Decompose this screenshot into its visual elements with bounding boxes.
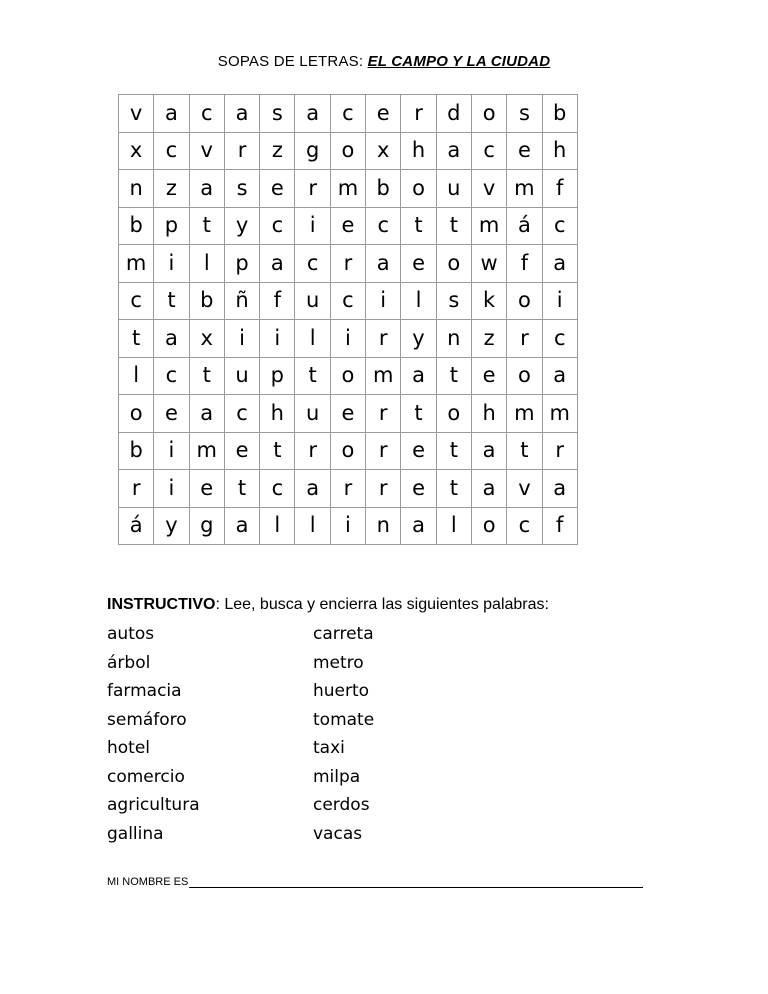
- grid-cell[interactable]: a: [154, 95, 189, 133]
- grid-cell[interactable]: l: [189, 245, 224, 283]
- grid-cell[interactable]: y: [154, 507, 189, 545]
- grid-row: [119, 245, 578, 283]
- grid-cell[interactable]: p: [224, 245, 259, 283]
- grid-cell[interactable]: a: [401, 357, 436, 395]
- grid-cell[interactable]: t: [260, 432, 295, 470]
- word-item: huerto: [313, 681, 370, 701]
- grid-cell[interactable]: i: [330, 507, 365, 545]
- word-list-column-2: [313, 620, 374, 848]
- grid-cell[interactable]: a: [436, 132, 471, 170]
- grid-cell[interactable]: i: [154, 245, 189, 283]
- grid-cell[interactable]: á: [119, 507, 154, 545]
- grid-cell[interactable]: o: [330, 132, 365, 170]
- grid-cell[interactable]: a: [224, 507, 259, 545]
- grid-cell[interactable]: a: [542, 470, 577, 508]
- grid-cell[interactable]: t: [154, 282, 189, 320]
- grid-cell[interactable]: c: [295, 245, 330, 283]
- word-item: árbol: [107, 652, 151, 673]
- grid-cell[interactable]: c: [260, 207, 295, 245]
- grid-cell[interactable]: n: [366, 507, 401, 545]
- word-item: tomate: [313, 709, 375, 730]
- grid-cell[interactable]: o: [330, 357, 365, 395]
- instructions-lead: INSTRUCTIVO: [107, 596, 216, 613]
- grid-cell[interactable]: t: [401, 395, 436, 433]
- word-item: comercio: [107, 766, 185, 787]
- grid-cell[interactable]: z: [154, 170, 189, 208]
- word-search-grid: [118, 94, 578, 545]
- grid-cell[interactable]: r: [224, 132, 259, 170]
- grid-cell[interactable]: n: [119, 170, 154, 208]
- grid-cell[interactable]: x: [366, 132, 401, 170]
- grid-cell[interactable]: e: [154, 395, 189, 433]
- grid-cell[interactable]: a: [189, 170, 224, 208]
- grid-cell[interactable]: s: [507, 95, 542, 133]
- grid-cell[interactable]: l: [260, 507, 295, 545]
- grid-cell[interactable]: c: [119, 282, 154, 320]
- grid-cell[interactable]: f: [542, 170, 577, 208]
- grid-row: [119, 282, 578, 320]
- grid-row: [119, 395, 578, 433]
- word-item: metro: [313, 652, 364, 673]
- grid-cell[interactable]: l: [436, 507, 471, 545]
- grid-cell[interactable]: a: [295, 95, 330, 133]
- grid-cell[interactable]: i: [295, 207, 330, 245]
- grid-cell[interactable]: x: [189, 320, 224, 358]
- grid-cell[interactable]: s: [436, 282, 471, 320]
- grid-cell[interactable]: o: [436, 395, 471, 433]
- grid-cell[interactable]: t: [295, 357, 330, 395]
- name-field: [107, 876, 643, 888]
- grid-cell[interactable]: r: [401, 95, 436, 133]
- grid-cell[interactable]: n: [436, 320, 471, 358]
- grid-cell[interactable]: e: [401, 245, 436, 283]
- word-item: semáforo: [107, 709, 187, 730]
- grid-cell[interactable]: b: [366, 170, 401, 208]
- grid-cell[interactable]: i: [154, 470, 189, 508]
- word-item: milpa: [313, 766, 361, 787]
- grid-cell[interactable]: h: [471, 395, 506, 433]
- grid-cell[interactable]: m: [507, 170, 542, 208]
- grid-cell[interactable]: o: [471, 95, 506, 133]
- grid-cell[interactable]: p: [260, 357, 295, 395]
- grid-cell[interactable]: i: [224, 320, 259, 358]
- grid-cell[interactable]: r: [366, 320, 401, 358]
- grid-cell[interactable]: y: [401, 320, 436, 358]
- grid-cell[interactable]: b: [542, 95, 577, 133]
- word-item: agricultura: [107, 795, 200, 815]
- grid-cell[interactable]: e: [330, 207, 365, 245]
- grid-cell[interactable]: c: [189, 95, 224, 133]
- grid-cell[interactable]: k: [471, 282, 506, 320]
- grid-cell[interactable]: d: [436, 95, 471, 133]
- grid-cell[interactable]: r: [366, 470, 401, 508]
- grid-cell[interactable]: l: [401, 282, 436, 320]
- grid-cell[interactable]: h: [542, 132, 577, 170]
- page-title: [0, 53, 768, 70]
- grid-cell[interactable]: b: [119, 207, 154, 245]
- word-item: farmacia: [107, 681, 182, 701]
- grid-cell[interactable]: l: [119, 357, 154, 395]
- grid-cell[interactable]: i: [366, 282, 401, 320]
- grid-cell[interactable]: t: [224, 470, 259, 508]
- grid-cell[interactable]: a: [154, 320, 189, 358]
- grid-cell[interactable]: a: [542, 245, 577, 283]
- grid-row: [119, 95, 578, 133]
- grid-cell[interactable]: m: [189, 432, 224, 470]
- grid-cell[interactable]: s: [260, 95, 295, 133]
- grid-cell[interactable]: r: [330, 245, 365, 283]
- grid-cell[interactable]: e: [366, 95, 401, 133]
- grid-cell[interactable]: i: [330, 320, 365, 358]
- grid-cell[interactable]: c: [154, 132, 189, 170]
- grid-row: [119, 170, 578, 208]
- grid-cell[interactable]: x: [119, 132, 154, 170]
- grid-cell[interactable]: c: [542, 207, 577, 245]
- grid-cell[interactable]: e: [401, 432, 436, 470]
- grid-cell[interactable]: o: [507, 357, 542, 395]
- grid-cell[interactable]: a: [471, 432, 506, 470]
- grid-cell[interactable]: r: [542, 432, 577, 470]
- grid-cell[interactable]: a: [224, 95, 259, 133]
- grid-cell[interactable]: c: [330, 282, 365, 320]
- grid-cell[interactable]: u: [224, 357, 259, 395]
- grid-cell[interactable]: t: [436, 357, 471, 395]
- grid-row: [119, 132, 578, 170]
- grid-row: [119, 207, 578, 245]
- grid-cell[interactable]: v: [189, 132, 224, 170]
- grid-cell[interactable]: i: [154, 432, 189, 470]
- name-underline[interactable]: [189, 877, 643, 888]
- grid-cell[interactable]: a: [295, 470, 330, 508]
- grid-cell[interactable]: t: [189, 207, 224, 245]
- grid-cell[interactable]: e: [507, 132, 542, 170]
- grid-cell[interactable]: l: [295, 507, 330, 545]
- grid-cell[interactable]: t: [189, 357, 224, 395]
- grid-cell[interactable]: p: [154, 207, 189, 245]
- grid-cell[interactable]: t: [119, 320, 154, 358]
- grid-cell[interactable]: t: [507, 432, 542, 470]
- grid-cell[interactable]: c: [154, 357, 189, 395]
- grid-row: [119, 470, 578, 508]
- grid-cell[interactable]: c: [507, 507, 542, 545]
- grid-cell[interactable]: e: [224, 432, 259, 470]
- grid-row: [119, 357, 578, 395]
- grid-cell[interactable]: a: [366, 245, 401, 283]
- grid-cell[interactable]: t: [436, 432, 471, 470]
- grid-cell[interactable]: m: [366, 357, 401, 395]
- grid-cell[interactable]: a: [401, 507, 436, 545]
- grid-row: [119, 507, 578, 545]
- word-item: vacas: [313, 823, 363, 844]
- grid-cell[interactable]: m: [471, 207, 506, 245]
- grid-cell[interactable]: r: [366, 395, 401, 433]
- grid-cell[interactable]: c: [542, 320, 577, 358]
- grid-cell[interactable]: e: [401, 470, 436, 508]
- instructions: [107, 596, 549, 614]
- instructions-text: : Lee, busca y encierra las siguientes palabras:: [215, 596, 549, 613]
- grid-cell[interactable]: i: [542, 282, 577, 320]
- word-item: cerdos: [313, 795, 370, 815]
- grid-cell[interactable]: i: [260, 320, 295, 358]
- grid-cell[interactable]: c: [260, 470, 295, 508]
- grid-cell[interactable]: a: [471, 470, 506, 508]
- name-label: MI NOMBRE ES: [107, 876, 189, 888]
- grid-cell[interactable]: s: [224, 170, 259, 208]
- grid-cell[interactable]: e: [189, 470, 224, 508]
- word-item: gallina: [107, 823, 164, 844]
- word-item: taxi: [313, 738, 345, 758]
- grid-cell[interactable]: f: [507, 245, 542, 283]
- grid-cell[interactable]: b: [189, 282, 224, 320]
- grid-cell[interactable]: f: [260, 282, 295, 320]
- grid-cell[interactable]: á: [507, 207, 542, 245]
- word-item: autos: [107, 624, 155, 644]
- grid-cell[interactable]: v: [119, 95, 154, 133]
- grid-cell[interactable]: v: [471, 170, 506, 208]
- grid-cell[interactable]: e: [330, 395, 365, 433]
- grid-cell[interactable]: f: [542, 507, 577, 545]
- grid-cell[interactable]: a: [260, 245, 295, 283]
- grid-cell[interactable]: r: [295, 432, 330, 470]
- grid-cell[interactable]: b: [119, 432, 154, 470]
- grid-cell[interactable]: r: [330, 470, 365, 508]
- grid-cell[interactable]: m: [119, 245, 154, 283]
- grid-cell[interactable]: m: [542, 395, 577, 433]
- grid-cell[interactable]: t: [436, 470, 471, 508]
- grid-cell[interactable]: o: [436, 245, 471, 283]
- grid-cell[interactable]: h: [260, 395, 295, 433]
- grid-cell[interactable]: o: [507, 282, 542, 320]
- grid-cell[interactable]: a: [542, 357, 577, 395]
- grid-cell[interactable]: w: [471, 245, 506, 283]
- grid-cell[interactable]: h: [401, 132, 436, 170]
- grid-cell[interactable]: z: [260, 132, 295, 170]
- grid-row: [119, 320, 578, 358]
- grid-cell[interactable]: u: [295, 395, 330, 433]
- grid-cell[interactable]: m: [507, 395, 542, 433]
- grid-cell[interactable]: o: [401, 170, 436, 208]
- grid-cell[interactable]: u: [436, 170, 471, 208]
- grid-cell[interactable]: a: [189, 395, 224, 433]
- title-theme: EL CAMPO Y LA CIUDAD: [367, 53, 551, 70]
- grid-cell[interactable]: g: [295, 132, 330, 170]
- title-prefix: SOPAS DE LETRAS:: [217, 53, 368, 70]
- grid-cell[interactable]: r: [507, 320, 542, 358]
- grid-cell[interactable]: c: [224, 395, 259, 433]
- grid-cell[interactable]: z: [471, 320, 506, 358]
- grid-cell[interactable]: u: [295, 282, 330, 320]
- grid-cell[interactable]: c: [366, 207, 401, 245]
- grid-cell[interactable]: ñ: [224, 282, 259, 320]
- word-item: carreta: [313, 624, 374, 644]
- grid-cell[interactable]: o: [330, 432, 365, 470]
- grid-cell[interactable]: r: [119, 470, 154, 508]
- grid-cell[interactable]: t: [401, 207, 436, 245]
- grid-cell[interactable]: t: [436, 207, 471, 245]
- grid-cell[interactable]: e: [260, 170, 295, 208]
- grid-cell[interactable]: m: [330, 170, 365, 208]
- grid-cell[interactable]: g: [189, 507, 224, 545]
- grid-cell[interactable]: o: [119, 395, 154, 433]
- grid-row: [119, 432, 578, 470]
- grid-cell[interactable]: r: [366, 432, 401, 470]
- grid-cell[interactable]: y: [224, 207, 259, 245]
- word-list-column-1: [107, 620, 200, 848]
- grid-cell[interactable]: l: [295, 320, 330, 358]
- grid-cell[interactable]: e: [471, 357, 506, 395]
- grid-cell[interactable]: c: [471, 132, 506, 170]
- grid-cell[interactable]: o: [471, 507, 506, 545]
- word-item: hotel: [107, 738, 151, 758]
- grid-cell[interactable]: v: [507, 470, 542, 508]
- grid-cell[interactable]: c: [330, 95, 365, 133]
- grid-cell[interactable]: r: [295, 170, 330, 208]
